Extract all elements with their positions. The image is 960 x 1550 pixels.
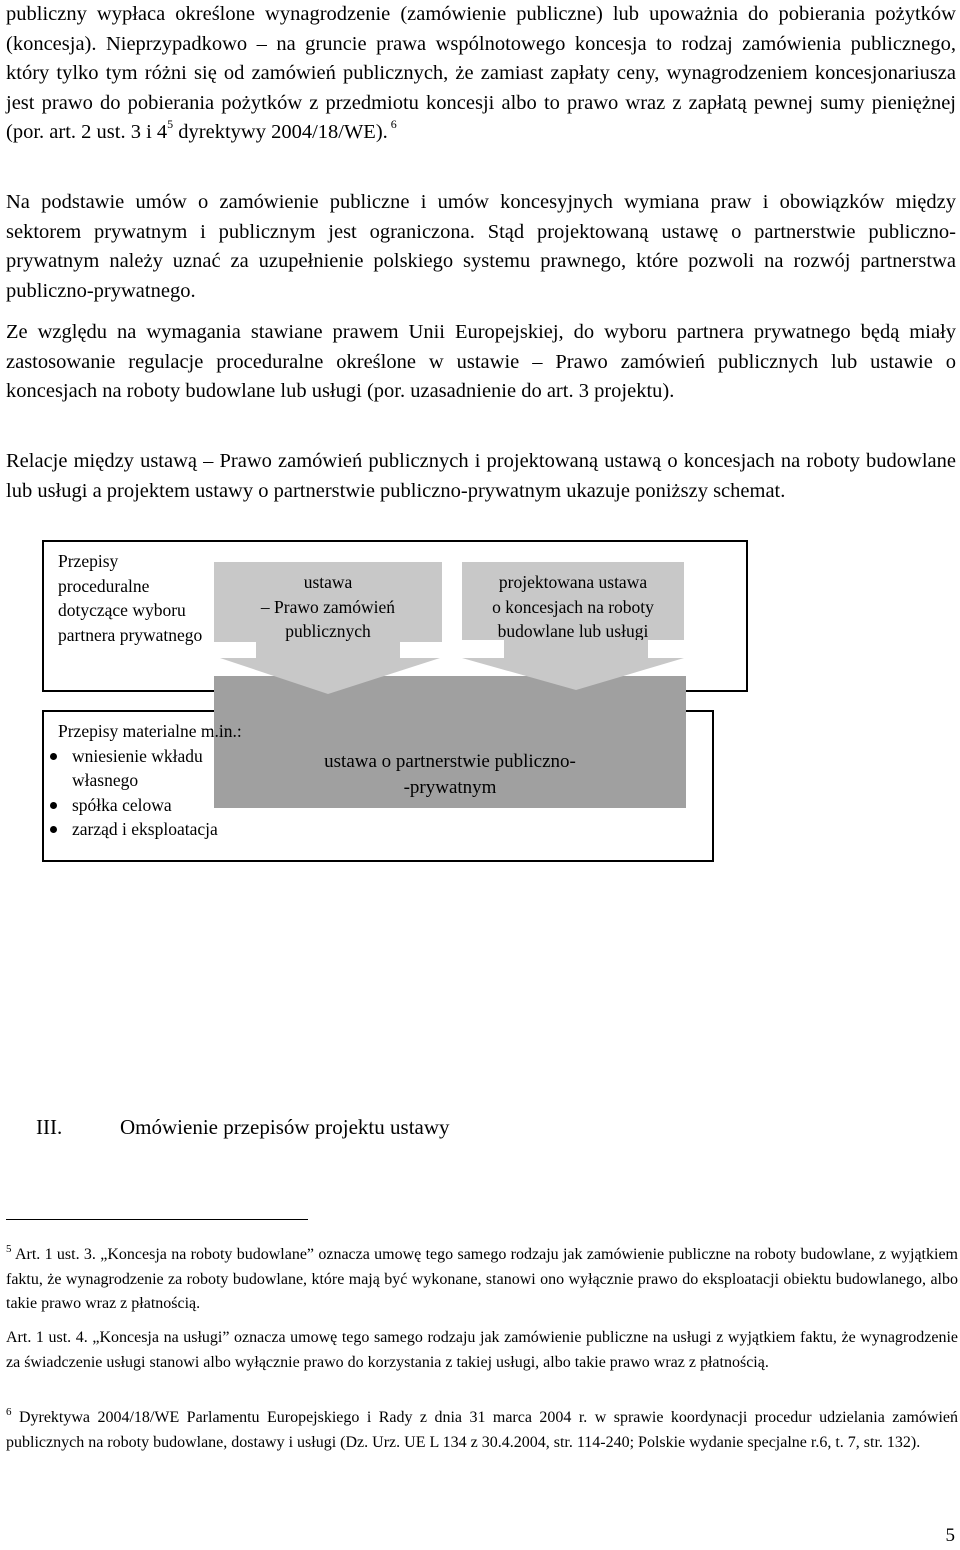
section-title: Omówienie przepisów projektu ustawy	[120, 1115, 450, 1139]
list-item: wniesienie wkładu własnego	[38, 744, 262, 793]
pzp-act-label	[214, 570, 442, 644]
arrow-concession-to-ppp	[462, 640, 684, 690]
pzp-line-3: publicznych	[285, 621, 371, 641]
list-item: zarząd i eksploatacja	[38, 817, 298, 842]
pzp-line-1: ustawa	[303, 572, 353, 592]
footnote-text: Art. 1 ust. 3. „Koncesja na roboty budowlane” oznacza umowę tego samego rodzaju jak zamówienie publiczne na roboty budowlane, z wyjątkiem faktu, że wynagrodzenie za roboty budowlane, które mają być wykonane, stanowi ono wyłącznie prawo do eksploatacji obiektu budowlanego, albo takie prawo wraz z płatnością.	[6, 1246, 958, 1312]
ppp-line-2: -prywatnym	[403, 777, 497, 798]
material-list	[38, 744, 298, 842]
footnote-text: Dyrektywa 2004/18/WE Parlamentu Europejskiego i Rady z dnia 31 marca 2004 r. w sprawie koordynacji procedur udzielania zamówień publicznych na roboty budowlane, dostawy i usługi (Dz. Urz. UE L 134 z 30.4.2004, str. 114-240; Polskie wydanie specjalne r.6, t. 7, str. 132).	[6, 1409, 958, 1451]
paragraph-relations: Relacje między ustawą – Prawo zamówień publicznych i projektowaną ustawą o koncesjach na roboty budowlane lub usługi a projektem ustawy o partnerstwie publiczno-prywatnym ukazuje poniższy schemat.	[6, 450, 956, 502]
concession-line-1: projektowana ustawa	[498, 572, 648, 592]
concession-line-2: o koncesjach na roboty	[492, 596, 654, 617]
page-number: 5	[945, 1525, 955, 1546]
material-label: Przepisy materialne m.in.:	[58, 721, 242, 741]
paragraph-exchange-of-rights: Na podstawie umów o zamówienie publiczne i umów koncesyjnych wymiana praw i obowiązków między sektorem prywatnym i publicznym jest ograniczona. Stąd projektowaną ustawę o partnerstwie publiczno-prywatnym należy uznać za uzupełnienie polskiego systemu prawnego, które pozwoli na rozwój partnerstwa publiczno-prywatnego.	[6, 191, 956, 302]
arrow-pzp-to-ppp	[220, 642, 440, 694]
procedural-label: Przepisy proceduralne dotyczące wyboru partnera prywatnego	[58, 551, 203, 645]
footnote-6	[6, 1406, 958, 1455]
concession-line-3: budowlane lub usługi	[497, 621, 649, 640]
footnote-number: 5	[6, 1242, 12, 1255]
list-item: spółka celowa	[38, 793, 298, 818]
paragraph-text: publiczny wypłaca określone wynagrodzenie (zamówienie publiczne) lub upoważnia do pobierania pożytków (koncesja). Nieprzypadkowo – na gruncie prawa wspólnotowego koncesja to rodzaj zamówienia publicznego, który tylko tym różni się od zamówień publicznych, że zamiast zapłaty ceny, wynagrodzeniem koncesjonariusza jest prawo do pobierania pożytków z przedmiotu koncesji albo to prawo wraz z zapłatą pewnej sumy pieniężnej (por. art. 2 ust. 3 i 4	[6, 3, 956, 143]
footnote-ref-6[interactable]: 6	[387, 117, 397, 132]
paragraph-text: dyrektywy 2004/18/WE).	[173, 121, 388, 143]
footnote-separator	[6, 1219, 308, 1220]
concession-act-label	[462, 570, 684, 640]
section-number: III.	[36, 1115, 63, 1139]
ppp-line-1: ustawa o partnerstwie publiczno-	[324, 751, 576, 772]
footnote-5-continued: Art. 1 ust. 4. „Koncesja na usługi” oznacza umowę tego samego rodzaju jak zamówienie publiczne na usługi z wyjątkiem faktu, że wynagrodzenie za świadczenie usługi stanowi albo wyłącznie prawo do korzystania z takiej usługi, albo takie prawo wraz z płatnością.	[6, 1329, 958, 1371]
footnote-ref-5[interactable]: 5	[167, 117, 174, 132]
ppp-act-label	[260, 749, 640, 801]
footnote-5	[6, 1243, 958, 1317]
footnote-number: 6	[6, 1405, 12, 1418]
pzp-line-2: – Prawo zamówień	[260, 596, 396, 617]
paragraph-eu-requirements: Ze względu na wymagania stawiane prawem Unii Europejskiej, do wyboru partnera prywatnego będą miały zastosowanie regulacje proceduralne określone w ustawie – Prawo zamówień publicznych lub ustawie o koncesjach na roboty budowlane lub usługi (por. uzasadnienie do art. 3 projektu).	[6, 321, 956, 402]
